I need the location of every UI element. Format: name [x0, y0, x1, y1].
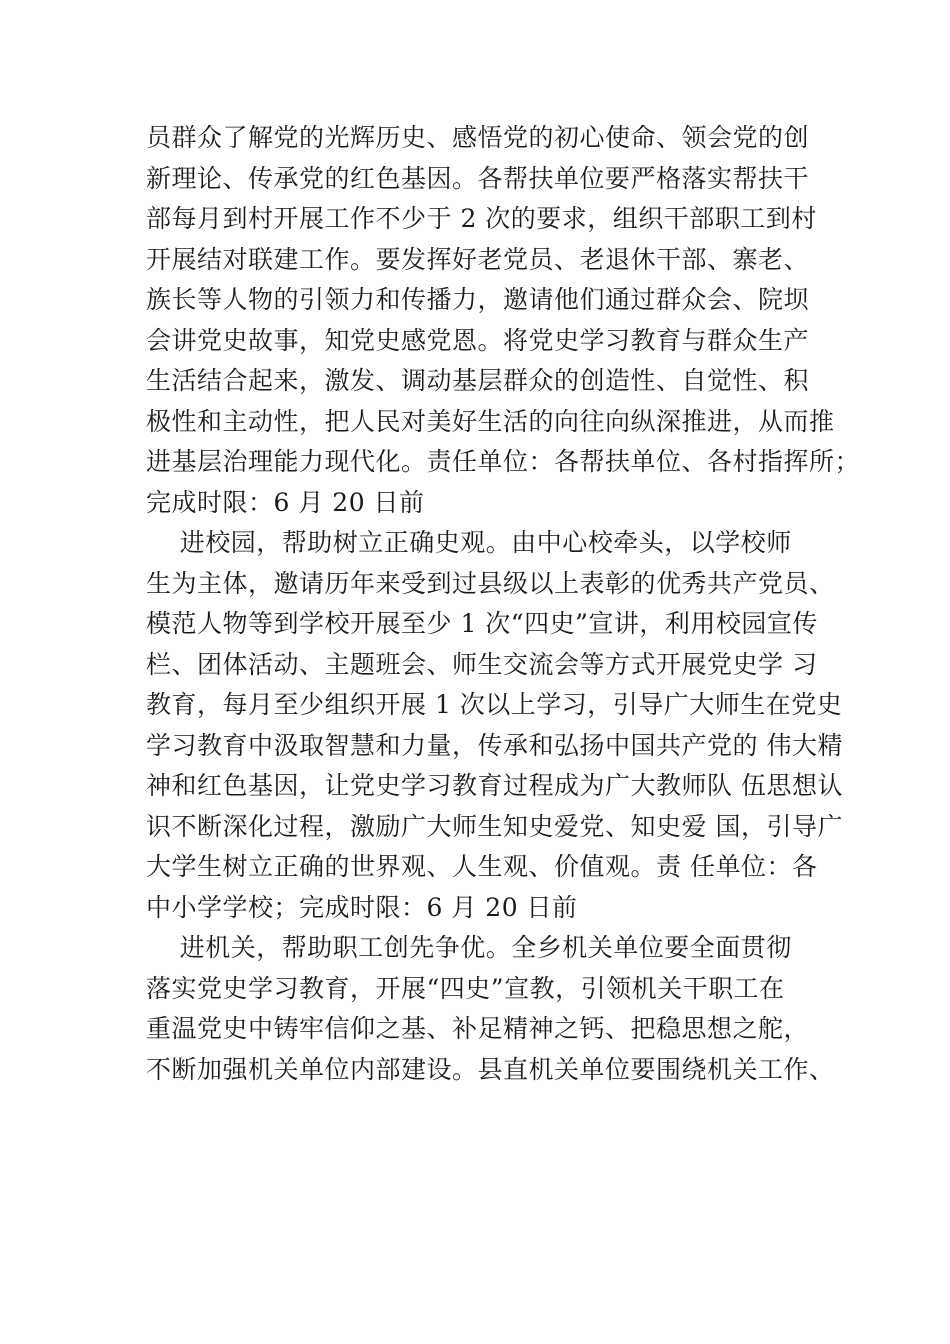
text-line: 进机关，帮助职工创先争优。全乡机关单位要全面贯彻 [146, 933, 792, 962]
text-line: 员群众了解党的光辉历史、感悟党的初心使命、领会党的创 [146, 123, 810, 152]
text-line: 模范人物等到学校开展至少 1 次“四史”宣讲，利用校园宣传 [146, 609, 818, 638]
text-line: 新理论、传承党的红色基因。各帮扶单位要严格落实帮扶干 [146, 163, 810, 193]
text-line: 中小学学校；完成时限：6 月 20 日前 [146, 892, 578, 922]
text-line: 神和红色基因，让党史学习教育过程成为广大教师队 伍思想认 [146, 771, 843, 800]
text-line: 极性和主动性，把人民对美好生活的向往向纵深推进，从而推 [146, 406, 835, 436]
text-line: 识不断深化过程，激励广大师生知史爱党、知史爱 国，引导广 [146, 811, 843, 841]
text-line: 开展结对联建工作。要发挥好老党员、老退休干部、寨老、 [146, 244, 810, 274]
text-line: 落实党史学习教育，开展“四史”宣教，引领机关干职工在 [146, 973, 785, 1003]
text-line: 大学生树立正确的世界观、人生观、价值观。责 任单位：各 [146, 852, 818, 881]
text-line: 不断加强机关单位内部建设。县直机关单位要围绕机关工作、 [146, 1054, 835, 1084]
text-line: 族长等人物的引领力和传播力，邀请他们通过群众会、院坝 [146, 285, 810, 314]
text-line: 生为主体，邀请历年来受到过县级以上表彰的优秀共产党员、 [146, 568, 835, 598]
text-line: 会讲党史故事，知党史感党恩。将党史学习教育与群众生产 [146, 325, 810, 355]
text-line: 进校园，帮助树立正确史观。由中心校牵头，以学校师 [146, 528, 792, 557]
text-line: 进基层治理能力现代化。责任单位：各帮扶单位、各村指挥所； [146, 447, 861, 476]
text-line: 部每月到村开展工作不少于 2 次的要求，组织干部职工到村 [146, 204, 817, 233]
text-line: 重温党史中铸牢信仰之基、补足精神之钙、把稳思想之舵， [146, 1014, 810, 1043]
text-line: 完成时限：6 月 20 日前 [146, 487, 425, 517]
text-line: 学习教育中汲取智慧和力量，传承和弘扬中国共产党的 伟大精 [146, 730, 843, 760]
body-text [146, 118, 861, 1090]
text-line: 教育，每月至少组织开展 1 次以上学习，引导广大师生在党史 [146, 690, 843, 719]
text-line: 栏、团体活动、主题班会、师生交流会等方式开展党史学 习 [146, 649, 818, 679]
text-line: 生活结合起来，激发、调动基层群众的创造性、自觉性、积 [146, 366, 810, 395]
